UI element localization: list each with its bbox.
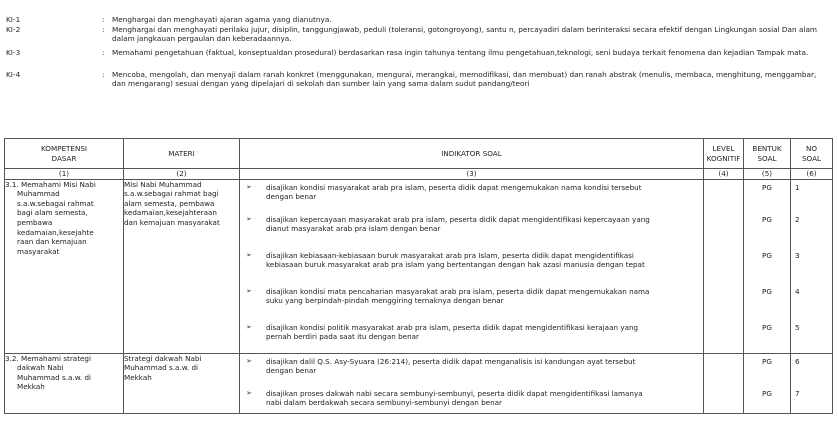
no-soal: 6: [795, 356, 800, 366]
indikator-cell: [240, 353, 704, 413]
materi-cell: Misi Nabi Muhammad s.a.w.sebagai rahmat bagi alam semesta, pembawa kedamaian,kesejahteraan dan kemajuan masyarakat: [124, 179, 240, 353]
arrow-bullet-icon: ➢: [246, 182, 252, 191]
indikator-item: ➢ disajikan proses dakwah nabi secara sembunyi-sembunyi, peserta didik dapat mengidentifikasi lamanya nabi dalam berdakwah secara sembunyi-sembunyi dengan benar: [240, 389, 703, 413]
ki-colon: :: [102, 70, 105, 79]
ki-code: KI-4: [6, 70, 21, 79]
ki-row: [6, 15, 832, 25]
ki-text: Memahami pengetahuan (faktual, konseptualdan prosedural) berdasarkan rasa ingin tahunya tentang ilmu pengetahuan,teknologi, seni budaya terkait fenomena dan kejadian Tampak mata.: [112, 48, 809, 57]
header-no-soal: NO SOAL: [791, 139, 833, 169]
bentuk-soal: PG: [762, 356, 772, 366]
indikator-item: ➢ disajikan kebiasaan-kebiasaan buruk masyarakat arab pra Islam, peserta didik dapat mengidentifikasi kebiasaan buruk masyarakat arab pra islam yang bertentangan dengan hak azasi manusia dengan tepat: [240, 251, 703, 287]
ki-colon: :: [102, 15, 105, 24]
no-soal-cell: [791, 179, 833, 353]
kompetensi-dasar-cell: 3.1. Memahami Misi Nabi Muhammad s.a.w.sebagai rahmat bagi alam semesta, pembawa kedamaian,kesejahte raan dan kemajuan masyarakat: [5, 179, 124, 353]
indikator-item: ➢ disajikan dalil Q.S. Asy-Syuara (26:214), peserta didik dapat menganalisis isi kandungan ayat tersebut dengan benar: [240, 357, 703, 389]
indikator-item: ➢ disajikan kondisi politik masyarakat arab pra islam, peserta didik dapat mengidentifikasi kerajaan yang pernah berdiri pada saat itu dengan benar: [240, 323, 703, 353]
bentuk-soal: PG: [762, 250, 772, 260]
ki-colon: :: [102, 48, 105, 57]
table-row: [5, 179, 833, 353]
level-kognitif-cell: [704, 179, 744, 353]
no-soal: 4: [795, 286, 800, 296]
kompetensi-inti-list: [6, 15, 832, 90]
bentuk-soal: PG: [762, 214, 772, 224]
no-soal: 1: [795, 182, 800, 192]
level-kognitif-cell: [704, 353, 744, 413]
bentuk-soal-cell: [744, 179, 791, 353]
column-number-row: [5, 169, 833, 180]
header-indikator-soal: INDIKATOR SOAL: [240, 139, 704, 169]
header-level-kognitif: LEVEL KOGNITIF: [704, 139, 744, 169]
arrow-bullet-icon: ➢: [246, 286, 252, 295]
table-row: [5, 353, 833, 413]
indikator-item: ➢ disajikan kondisi masyarakat arab pra islam, peserta didik dapat mengemukakan nama kondisi tersebut dengan benar: [240, 183, 703, 215]
no-soal: 2: [795, 214, 800, 224]
ki-text: Menghargai dan menghayati perilaku jujur, disiplin, tanggungjawab, peduli (toleransi, gotongroyong), santu n, percayadiri dalam berinteraksi secara efektif dengan Lingkungan sosial Dan alam dalam jangkauan pergaulan dan keberadaannya.: [112, 25, 818, 44]
ki-text: Mencoba, mengolah, dan menyaji dalam ranah konkret (menggunakan, mengurai, merangkai, memodifikasi, dan membuat) dan ranah abstrak (menulis, membaca, menghitung, menggambar, dan mengarang) sesuai dengan yang dipelajari di sekolah dan sumber lain yang sama dalam sudut pandang/teori: [112, 70, 817, 89]
bentuk-soal: PG: [762, 182, 772, 192]
ki-code: KI-3: [6, 48, 21, 57]
column-number: (2): [124, 169, 240, 180]
kompetensi-dasar-cell: 3.2. Memahami strategi dakwah Nabi Muhammad s.a.w. di Mekkah: [5, 353, 124, 413]
column-number: (5): [744, 169, 791, 180]
arrow-bullet-icon: ➢: [246, 250, 252, 259]
column-number: (6): [791, 169, 833, 180]
ki-row: [6, 48, 832, 68]
ki-code: KI-1: [6, 15, 21, 24]
arrow-bullet-icon: ➢: [246, 388, 252, 397]
no-soal: 5: [795, 322, 800, 332]
no-soal-cell: [791, 353, 833, 413]
column-number: (4): [704, 169, 744, 180]
materi-cell: Strategi dakwah Nabi Muhammad s.a.w. di Mekkah: [124, 353, 240, 413]
ki-row: [6, 25, 832, 45]
table-header-row: [5, 139, 833, 169]
arrow-bullet-icon: ➢: [246, 214, 252, 223]
ki-text: Menghargai dan menghayati ajaran agama yang dianutnya.: [112, 15, 332, 24]
ki-code: KI-2: [6, 25, 21, 34]
column-number: (1): [5, 169, 124, 180]
header-kompetensi-dasar: KOMPETENSI DASAR: [5, 139, 124, 169]
no-soal: 7: [795, 388, 800, 398]
bentuk-soal: PG: [762, 286, 772, 296]
kisi-kisi-table: [4, 138, 833, 414]
ki-colon: :: [102, 25, 105, 34]
no-soal: 3: [795, 250, 800, 260]
header-materi: MATERI: [124, 139, 240, 169]
bentuk-soal: PG: [762, 388, 772, 398]
column-number: (3): [240, 169, 704, 180]
arrow-bullet-icon: ➢: [246, 322, 252, 331]
indikator-item: ➢ disajikan kepercayaan masyarakat arab pra islam, peserta didik dapat mengidentifikasi kepercayaan yang dianut masyarakat arab pra islam dengan benar: [240, 215, 703, 251]
indikator-cell: [240, 179, 704, 353]
header-bentuk-soal: BENTUK SOAL: [744, 139, 791, 169]
indikator-item: ➢ disajikan kondisi mata pencaharian masyarakat arab pra islam, peserta didik dapat mengemukakan nama suku yang berpindah-pindah menggiring ternaknya dengan benar: [240, 287, 703, 323]
ki-row: [6, 70, 832, 90]
bentuk-soal-cell: [744, 353, 791, 413]
bentuk-soal: PG: [762, 322, 772, 332]
arrow-bullet-icon: ➢: [246, 356, 252, 365]
